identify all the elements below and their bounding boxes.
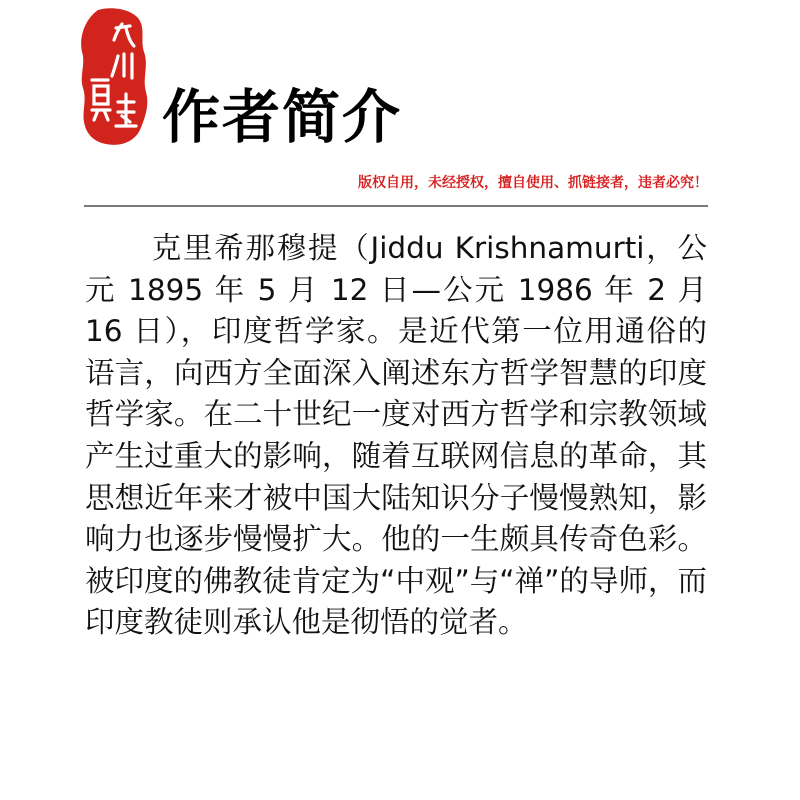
- author-bio-text: 克里希那穆提（Jiddu Krishnamurti，公元 1895 年 5 月 12 日—公元 1986 年 2 月 16 日），印度哲学家。是近代第一位用通俗的语言，向西方全面深入阐述东方哲学智慧的印度哲学家。在二十世纪一度对西方哲学和宗教领域产生过重大的影响，随着互联网信息的革命，其思想近年来才被中国大陆知识分子慢慢熟知，影响力也逐步慢慢扩大。他的一生颇具传奇色彩。被印度的佛教徒肯定为“中观”与“禅”的导师，而印度教徒则承认他是彻悟的觉者。: [85, 231, 707, 640]
- copyright-notice: 版权自用，未经授权，擅自使用、抓链接者，违者必究！: [358, 175, 708, 191]
- author-bio-paragraph: [85, 228, 707, 644]
- divider-line: [84, 205, 708, 207]
- page-title: 作者简介: [162, 83, 403, 151]
- seal-stamp-icon: [78, 6, 150, 148]
